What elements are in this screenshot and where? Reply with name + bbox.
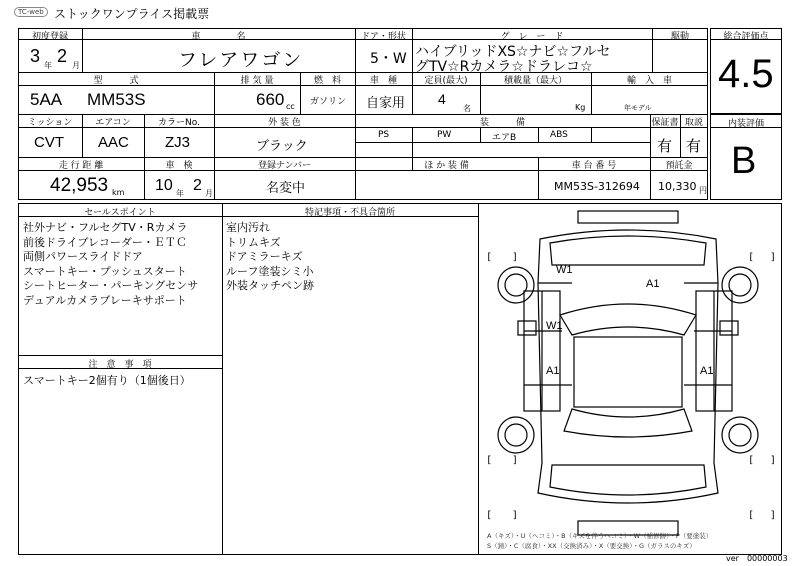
chassis-label: 車 台 番 号 [571,161,617,171]
sales-point-5: シートヒーター・パーキングセンサ [23,279,199,292]
drive-label: 駆動 [670,32,689,42]
deposit-value: 10,330 [658,180,697,193]
year-unit: 年 [44,61,52,70]
bracket-bottom-left-close: ] [512,510,519,521]
damage-mark-w1-left: W1 [546,320,563,332]
car-damage-diagram [478,203,782,555]
equip-pw: PW [437,130,452,140]
warranty-label: 保証書 [651,118,679,128]
capacity-label: 定員(最大) [424,76,468,86]
legend-line-1: A（キズ）・U（ヘコミ）・B（キズを伴うヘコミ）・W（補修跡）・P（要塗装） [487,532,713,540]
model-label: 型 式 [93,76,139,86]
bracket-right-1: [ [748,252,755,263]
legend-line-2: S（錆）・C（腐食）・XX（交換済み）・X（要交換）・G（ガラスのキズ） [487,542,696,550]
equip-airbag: エアB [492,133,517,143]
sales-point-6: デュアルカメラブレーキサポート [23,293,187,307]
km-unit: km [112,188,125,197]
month-unit: 月 [72,61,80,70]
capacity-unit: 名 [463,104,471,113]
mission-label: ミッション [27,118,73,128]
sales-point-4: スマートキー・プッシュスタート [23,264,187,278]
mileage-value: 42,953 [50,175,109,196]
special-note-4: ルーフ塗装シミ小 [226,264,314,278]
ac-value: AAC [98,134,129,151]
usage-label: 車 種 [369,76,397,86]
bracket-left-1-close: ] [512,252,519,263]
cc-unit: cc [286,102,295,111]
equip-label: 装 備 [479,118,525,128]
usage-value: 自家用 [366,96,406,111]
displacement-label: 排 気 量 [240,76,274,86]
inspection-month: 2 [193,177,202,194]
bracket-left-1: [ [486,252,493,263]
exterior-label: 外 装 色 [268,118,301,128]
bracket-bottom-left: [ [486,510,493,521]
other-equip-label: ほ か 装 備 [424,161,469,171]
chassis-value: MM53S-312694 [554,180,640,193]
version-label: ver 00000003 [726,554,788,563]
plate-label: 登録ナンバー [258,161,311,171]
load-unit: Kg [575,103,586,112]
exterior-value: ブラック [256,139,308,154]
inspection-year: 10 [155,177,173,194]
first-reg-month: 2 [57,46,68,66]
equip-abs: ABS [550,130,568,140]
first-reg-year: 3 [30,46,41,66]
bracket-bottom-right-close: ] [770,510,777,521]
color-no-value: ZJ3 [165,134,191,151]
yen-unit: 円 [699,186,707,195]
bracket-bottom-right: [ [748,510,755,521]
special-note-1: 室内汚れ [226,221,270,234]
special-note-2: トリムキズ [226,235,281,249]
first-reg-label: 初度登録 [31,32,68,42]
car-name-label: 車 名 [191,32,246,42]
model-engine: 5AA [30,90,63,109]
displacement-value: 660 [256,90,285,109]
grade-line1: ハイブリッドXS☆ナビ☆フルセ [415,44,611,60]
notes-label: 注 意 事 項 [88,360,152,370]
car-name-value: フレアワゴン [178,49,304,71]
warranty-value: 有 [657,137,673,155]
interior-score-label: 内装評価 [727,119,764,129]
overall-score-value: 4.5 [718,52,774,96]
equip-ps: PS [378,130,390,140]
color-no-label: カラーNo. [158,118,200,128]
model-code: MM53S [87,90,146,109]
tc-web-logo: TC-web [14,7,48,17]
grade-line2: グTV☆Rカメラ☆ドラレコ☆ [415,59,593,75]
bracket-right-2: [ [748,455,755,466]
damage-mark-w1-front: W1 [556,264,573,276]
deposit-label: 預託金 [665,161,693,171]
bracket-left-2-close: ] [512,455,519,466]
fuel-label: 燃 料 [313,76,341,86]
damage-mark-a1-right: A1 [700,365,714,377]
mileage-label: 走 行 距 離 [58,161,104,171]
import-label: 輸 入 車 [626,76,672,86]
inspection-month-unit: 月 [205,189,213,198]
special-notes-label: 特記事項・不具合箇所 [304,208,395,218]
fuel-value: ガソリン [310,97,347,107]
inspection-year-unit: 年 [176,189,184,198]
notes-item-1: スマートキー2個有り（1個後日） [23,374,191,387]
door-value: 5・W [370,51,407,67]
import-model-label: 年モデル [624,104,652,112]
damage-mark-a1-left: A1 [546,365,560,377]
sales-point-2: 前後ドライブレコーダー・ＥＴＣ [23,235,187,249]
bracket-left-2: [ [486,455,493,466]
door-label: ドア・形状 [361,32,406,42]
plate-value: 名変中 [266,181,306,196]
sales-point-1: 社外ナビ・フルセグTV・Rカメラ [23,221,188,234]
overall-score-label: 総合評価点 [723,32,769,42]
sales-points-label: セールスポイント [84,208,156,218]
inspection-label: 車 検 [165,161,193,171]
bracket-right-1-close: ] [770,252,777,263]
capacity-value: 4 [438,91,446,107]
special-note-5: 外装タッチペン跡 [226,279,314,292]
sales-point-3: 両側パワースライドドア [23,250,143,263]
bracket-right-2-close: ] [770,455,777,466]
ac-label: エアコン [95,118,131,128]
form-title: ストックワンプライス掲載票 [54,7,210,21]
manual-value: 有 [686,137,702,155]
interior-score-value: B [731,140,757,182]
special-note-3: ドアミラーキズ [226,250,303,263]
damage-mark-a1-hood: A1 [646,278,660,290]
mission-value: CVT [34,134,64,151]
load-label: 積載量（最大） [503,76,567,86]
grade-label: グ レ ー ド [500,32,564,42]
manual-label: 取説 [684,118,703,128]
